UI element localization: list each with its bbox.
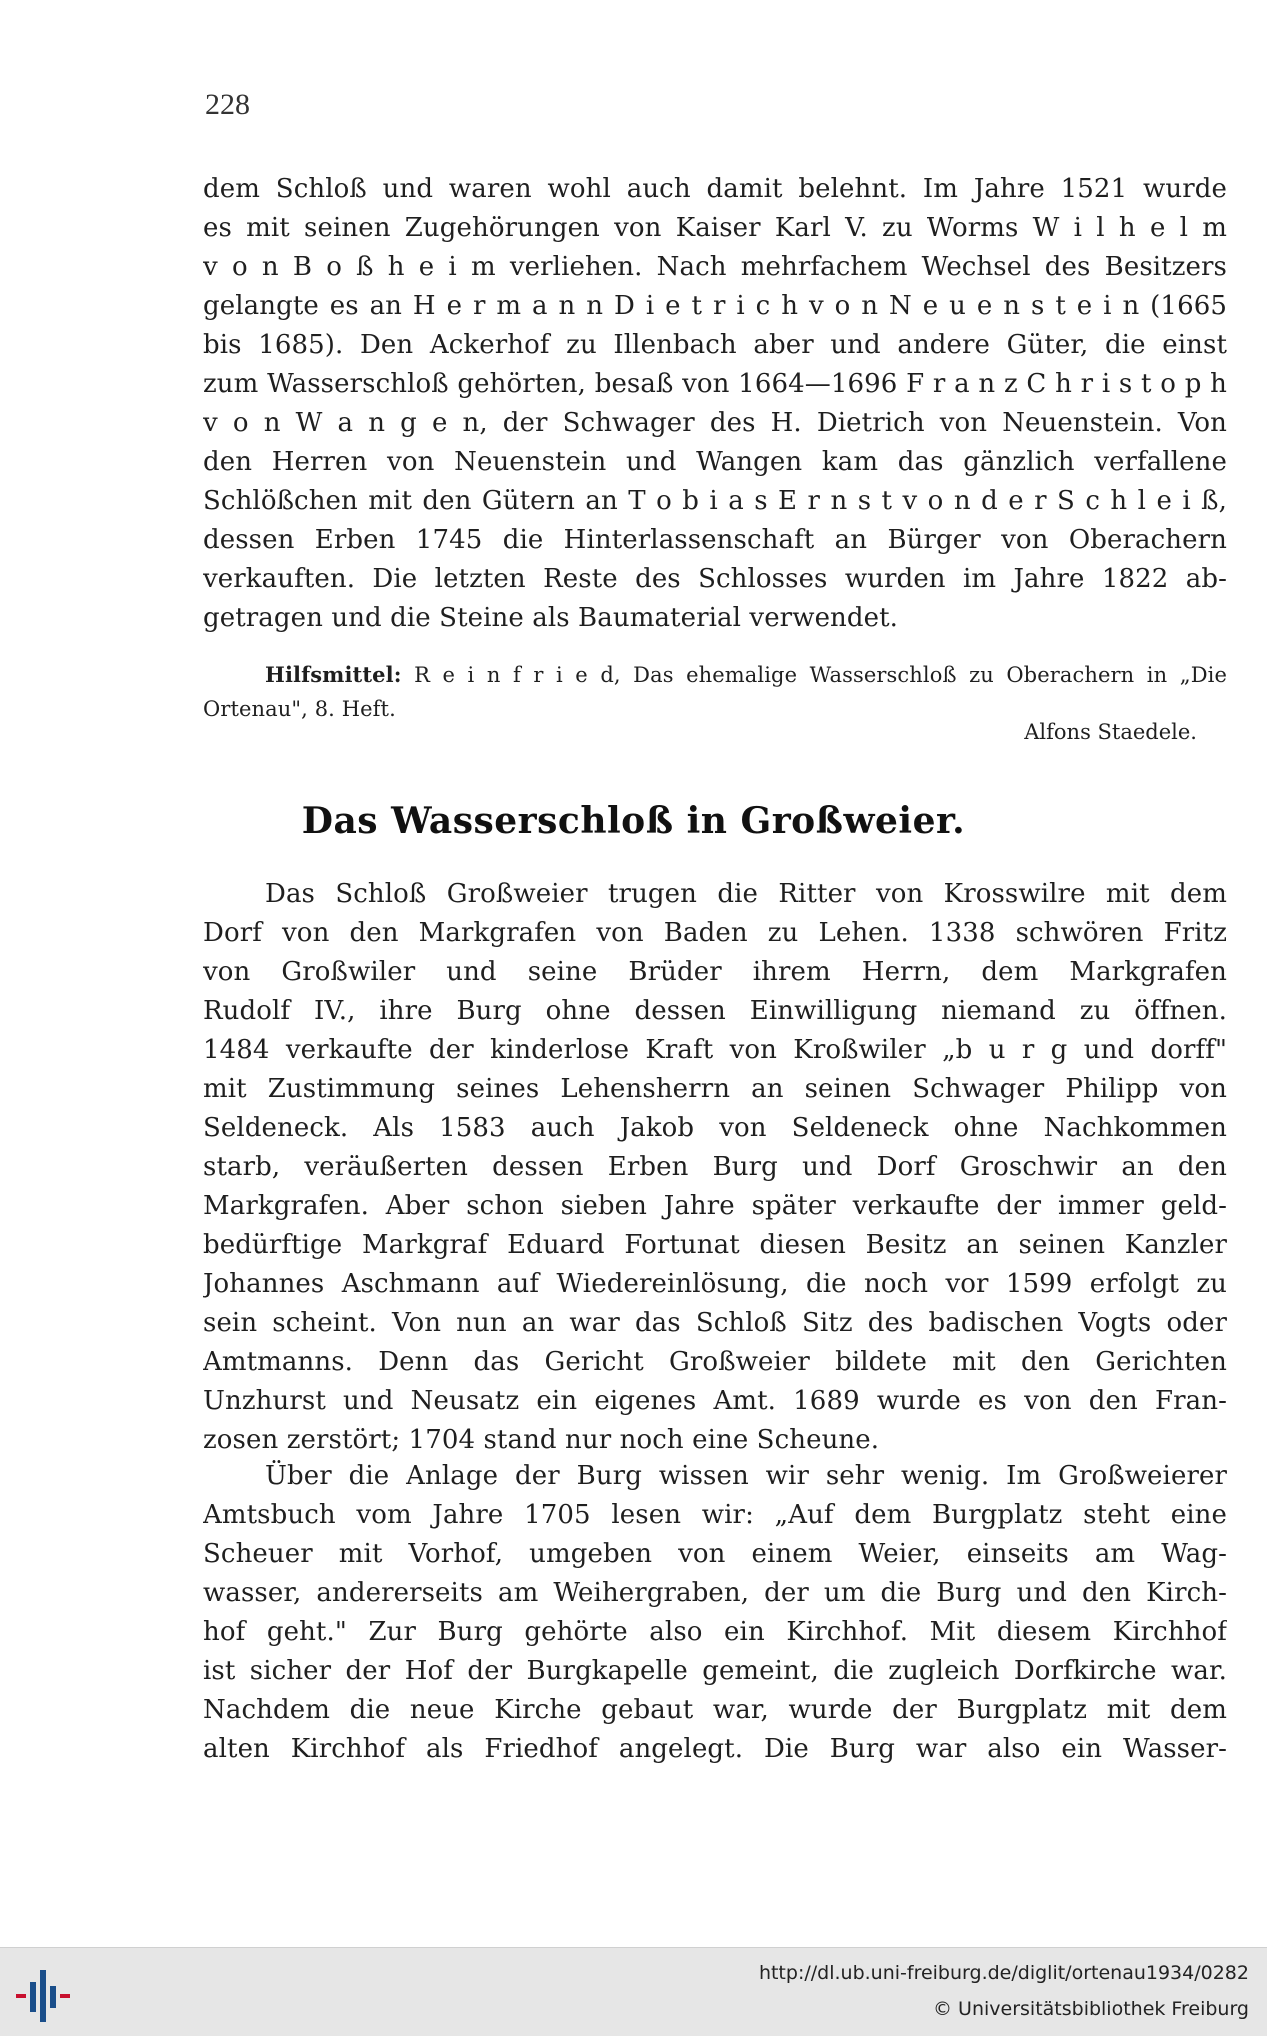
text-line: zosen zerstört; 1704 stand nur noch eine Scheune.	[203, 1425, 880, 1455]
text-line: mit Zustimmung seines Lehensherrn an seinen Schwager Philipp von	[203, 1074, 1227, 1104]
text-line: 1484 verkaufte der kinderlose Kraft von Kroßwiler „b u r g und dorff"	[203, 1035, 1227, 1065]
copyright-notice: © Universitätsbibliothek Freiburg	[933, 1998, 1249, 2020]
text-line: ist sicher der Hof der Burgkapelle gemeint, die zugleich Dorfkirche war.	[203, 1656, 1227, 1686]
text-line: Johannes Aschmann auf Wiedereinlösung, die noch vor 1599 erfolgt zu	[203, 1269, 1227, 1299]
paragraph-3	[203, 1457, 1227, 1769]
paragraph-2	[203, 875, 1227, 1460]
text-line: es mit seinen Zugehörungen von Kaiser Karl V. zu Worms W i l h e l m	[203, 213, 1227, 243]
sources-note	[203, 658, 1227, 726]
text-line: Markgrafen. Aber schon sieben Jahre später verkaufte der immer geld-	[203, 1191, 1227, 1221]
text-line: Über die Anlage der Burg wissen wir sehr wenig. Im Großweierer	[265, 1461, 1227, 1491]
text-line: Schlößchen mit den Gütern an T o b i a s E r n s t v o n d e r S c h l e i ß,	[203, 486, 1227, 516]
text-line: Unzhurst und Neusatz ein eigenes Amt. 1689 wurde es von den Fran-	[203, 1386, 1227, 1416]
text-line: dem Schloß und waren wohl auch damit belehnt. Im Jahre 1521 wurde	[203, 174, 1227, 204]
note-label: Hilfsmittel:	[265, 662, 402, 687]
text-line: Seldeneck. Als 1583 auch Jakob von Seldeneck ohne Nachkommen	[203, 1113, 1227, 1143]
footer-bar	[0, 1947, 1267, 2036]
note-line	[203, 658, 1227, 692]
text-line: wasser, andererseits am Weihergraben, der um die Burg und den Kirch-	[203, 1578, 1227, 1608]
note-line: Ortenau", 8. Heft.	[203, 697, 396, 721]
ub-freiburg-logo-icon	[14, 1964, 78, 2024]
text-line: Amtsbuch vom Jahre 1705 lesen wir: „Auf dem Burgplatz steht eine	[203, 1500, 1227, 1530]
text-line: hof geht." Zur Burg gehörte also ein Kirchhof. Mit diesem Kirchhof	[203, 1617, 1227, 1647]
text-line: bis 1685). Den Ackerhof zu Illenbach aber und andere Güter, die einst	[203, 330, 1227, 360]
text-line: Amtmanns. Denn das Gericht Großweier bildete mit den Gerichten	[203, 1347, 1227, 1377]
text-line: verkauften. Die letzten Reste des Schlosses wurden im Jahre 1822 ab-	[203, 564, 1227, 594]
source-url-link[interactable]: http://dl.ub.uni-freiburg.de/diglit/ortenau1934/0282	[758, 1962, 1249, 1984]
text-line: Scheuer mit Vorhof, umgeben von einem Weier, einseits am Wag-	[203, 1539, 1227, 1569]
text-line: Dorf von den Markgrafen von Baden zu Lehen. 1338 schwören Fritz	[203, 918, 1227, 948]
text-line: von Großwiler und seine Brüder ihrem Herrn, dem Markgrafen	[203, 957, 1227, 987]
text-line: bedürftige Markgraf Eduard Fortunat diesen Besitz an seinen Kanzler	[203, 1230, 1227, 1260]
text-line: sein scheint. Von nun an war das Schloß Sitz des badischen Vogts oder	[203, 1308, 1227, 1338]
page-number: 228	[205, 88, 250, 121]
text-line: Das Schloß Großweier trugen die Ritter von Krosswilre mit dem	[265, 879, 1227, 909]
text-line: dessen Erben 1745 die Hinterlassenschaft an Bürger von Oberachern	[203, 525, 1227, 555]
text-line: v o n B o ß h e i m verliehen. Nach mehrfachem Wechsel des Besitzers	[203, 252, 1227, 282]
text-line: Rudolf IV., ihre Burg ohne dessen Einwilligung niemand zu öffnen.	[203, 996, 1227, 1026]
author-signature: Alfons Staedele.	[1024, 720, 1197, 744]
text-line: zum Wasserschloß gehörten, besaß von 1664—1696 F r a n z C h r i s t o p h	[203, 369, 1227, 399]
text-line: alten Kirchhof als Friedhof angelegt. Die Burg war also ein Wasser-	[203, 1734, 1227, 1764]
text-line: den Herren von Neuenstein und Wangen kam das gänzlich verfallene	[203, 447, 1227, 477]
paragraph-1	[203, 170, 1227, 638]
text-line: gelangte es an H e r m a n n D i e t r i c h v o n N e u e n s t e i n (1665	[203, 291, 1227, 321]
text-line: starb, veräußerten dessen Erben Burg und Dorf Groschwir an den	[203, 1152, 1227, 1182]
text-line: Nachdem die neue Kirche gebaut war, wurde der Burgplatz mit dem	[203, 1695, 1227, 1725]
section-heading: Das Wasserschloß in Großweier.	[301, 800, 966, 842]
text-line: v o n W a n g e n, der Schwager des H. Dietrich von Neuenstein. Von	[203, 408, 1227, 438]
note-text: R e i n f r i e d, Das ehemalige Wasserschloß zu Oberachern in „Die	[414, 663, 1227, 687]
text-line: getragen und die Steine als Baumaterial verwendet.	[203, 603, 899, 633]
